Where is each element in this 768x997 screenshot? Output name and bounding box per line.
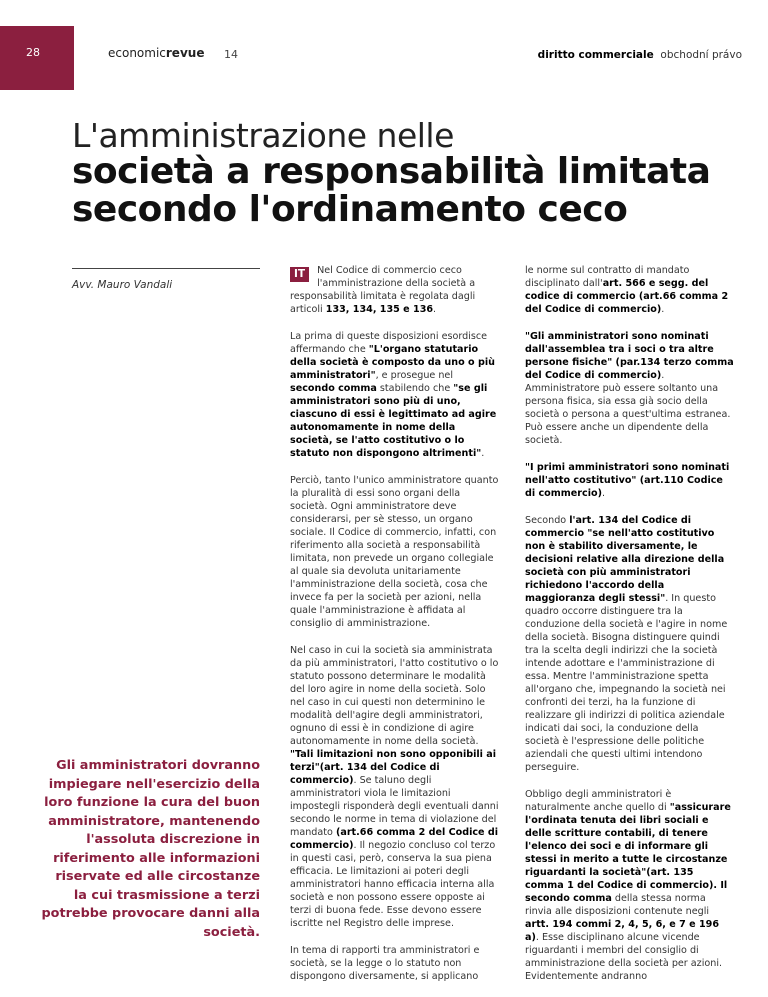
text: . xyxy=(481,448,485,459)
text: . Se taluno degli amministratori viola le limitazioni impostegli risponderà degli eventuali danni secondo le norme in tema di violazione del mandato xyxy=(290,775,499,838)
title-line-3: secondo l'ordinamento ceco xyxy=(72,189,628,230)
author-name: Avv. Mauro Vandali xyxy=(72,279,173,291)
text: Secondo xyxy=(525,515,570,526)
text: Nel Codice di commercio ceco l'amministrazione della società a responsabilità limitata è regolata dagli articoli xyxy=(290,265,476,315)
text: Nel caso in cui la società sia amministrata da più amministratori, l'atto costitutivo o lo statuto possono determinare le modalità del loro agire in nome della società. Solo nel caso in cui questi non determinino le modalità dell'agire degli amministratori, ognuno di essi è in condizione di agire autonomamente in nome della società. xyxy=(290,645,499,747)
language-badge: IT xyxy=(290,267,309,282)
magazine-name-part2: revue xyxy=(165,46,205,60)
author-divider xyxy=(72,268,260,269)
section-rubric xyxy=(538,49,742,61)
paragraph xyxy=(290,330,500,460)
text: Obbligo degli amministratori è naturalmente anche quello di xyxy=(525,789,672,813)
text: le norme sul contratto di mandato disciplinato dall' xyxy=(525,265,690,289)
paragraph xyxy=(525,788,735,983)
paragraph xyxy=(525,330,735,447)
article-column-1 xyxy=(290,264,500,997)
bold-text: "assicurare l'ordinata tenuta dei libri sociali e delle scritture contabili, di tenere l'elenco dei soci e di informare gli stessi in merito a tutte le circostanze riguardanti la società"(art. 135 comma 1 del Codice di commercio). Il secondo comma xyxy=(525,802,731,904)
paragraph: In tema di rapporti tra amministratori e società, se la legge o lo statuto non dispongono diversamente, si applicano xyxy=(290,945,480,982)
bold-text: art. 566 e segg. del codice di commercio (art.66 comma 2 del Codice di commercio) xyxy=(525,278,729,315)
section-subtitle: obchodní právo xyxy=(660,49,742,61)
magazine-logo xyxy=(108,46,204,60)
paragraph xyxy=(525,461,735,500)
title-line-2: società a responsabilità limitata xyxy=(72,151,711,192)
bold-text: "Gli amministratori sono nominati dall'assemblea tra i soci o tra altre persone fisiche" (par.134 terzo comma del Codice di commercio) xyxy=(525,331,734,381)
text: stabilendo che xyxy=(376,383,454,394)
bold-text: "L'organo statutario della società è composto da uno o più amministratori" xyxy=(290,344,495,381)
text: della stessa norma rinvia alle disposizioni contenute negli xyxy=(525,893,710,917)
paragraph: Perciò, tanto l'unico amministratore quanto la pluralità di essi sono organi della società. Ogni amministratore deve considerarsi, per sè stesso, un organo sociale. Il Codice di commercio, infatti, con riferimento alla società a responsabilità limitata, non prevede un organo collegiale al quale sia devoluta unitariamente l'amministrazione della società, cosa che invece fa per la società per azioni, nella quale l'amministrazione è affidata al consiglio di amministrazione. xyxy=(290,475,499,629)
bold-text: l'art. 134 del Codice di commercio "se nell'atto costitutivo non è stabilito diversamente, le decisioni relative alla direzione della società con più amministratori richiedono l'accordo della maggioranza degli stessi" xyxy=(525,515,725,604)
bold-text: (art.66 comma 2 del Codice di commercio) xyxy=(290,827,499,851)
text: La prima di queste disposizioni esordisce affermando che xyxy=(290,331,488,355)
paragraph xyxy=(290,264,500,316)
text: . xyxy=(661,304,665,315)
article-column-2 xyxy=(525,264,735,997)
bold-text: "I primi amministratori sono nominati nell'atto costitutivo" (art.110 Codice di commercio) xyxy=(525,462,730,499)
paragraph xyxy=(290,644,500,930)
bold-text: artt. 194 commi 2, 4, 5, 6, e 7 e 196 a) xyxy=(525,919,720,943)
pull-quote: Gli amministratori dovranno impiegare nell'esercizio della loro funzione la cura del buon amministratore, mantenendo l'assoluta discrezione in riferimento alle informazioni riservate ed alle circostanze la cui trasmissione a terzi potrebbe provocare danni alla società. xyxy=(41,758,260,940)
magazine-name-part1: economic xyxy=(108,46,166,60)
bold-text: 133, 134, 135 e 136 xyxy=(325,304,434,315)
bold-text: "Tali limitazioni non sono opponibili ai terzi"(art. 134 del Codice di commercio) xyxy=(290,749,497,786)
issue-number: 14 xyxy=(224,48,238,61)
bold-text: secondo comma xyxy=(290,383,377,394)
text: . xyxy=(601,488,606,499)
page-number: 28 xyxy=(26,46,40,59)
text: . Esse disciplinano alcune vicende riguardanti i membri del consiglio di amministrazione della società per azioni. Evidentemente andranno xyxy=(525,932,723,982)
text: , e prosegue nel xyxy=(375,370,453,381)
text: . In questo quadro occorre distinguere tra la conduzione della società e l'agire in nome della società. Bisogna distinguere quindi tra la scelta degli indirizzi che la società intende adottare e l'amministrazione di essa. Mentre l'amministrazione spetta all'organo che, impegnando la società nei confronti dei terzi, ha la funzione di realizzare gli indirizzi di politica aziendale indicati dai soci, la conduzione della società è l'espressione delle politiche aziendali che questi ultimi intendono perseguire. xyxy=(525,593,728,773)
text: . Il negozio concluso col terzo in questi casi, però, conserva la sua piena efficacia. Le limitazioni ai poteri degli amministratori hanno efficacia interna alla società e non possono essere opposte ai terzi di buona fede. Esse devono essere iscritte nel Registro delle imprese. xyxy=(290,840,496,929)
text: . Amministratore può essere soltanto una persona fisica, sia essa già socio della società o persona a quest'ultima estranea. Può essere anche un dipendente della società. xyxy=(525,370,731,446)
paragraph xyxy=(525,264,735,316)
text: . xyxy=(433,304,437,315)
section-name: diritto commerciale xyxy=(537,49,654,61)
title-line-1: L'amministrazione nelle xyxy=(72,116,454,155)
paragraph xyxy=(525,514,735,774)
bold-text: "se gli amministratori sono più di uno, ciascuno di essi è legittimato ad agire autonomamente in nome della società, se l'atto costitutivo o lo statuto non dispongono altrimenti" xyxy=(290,383,497,459)
